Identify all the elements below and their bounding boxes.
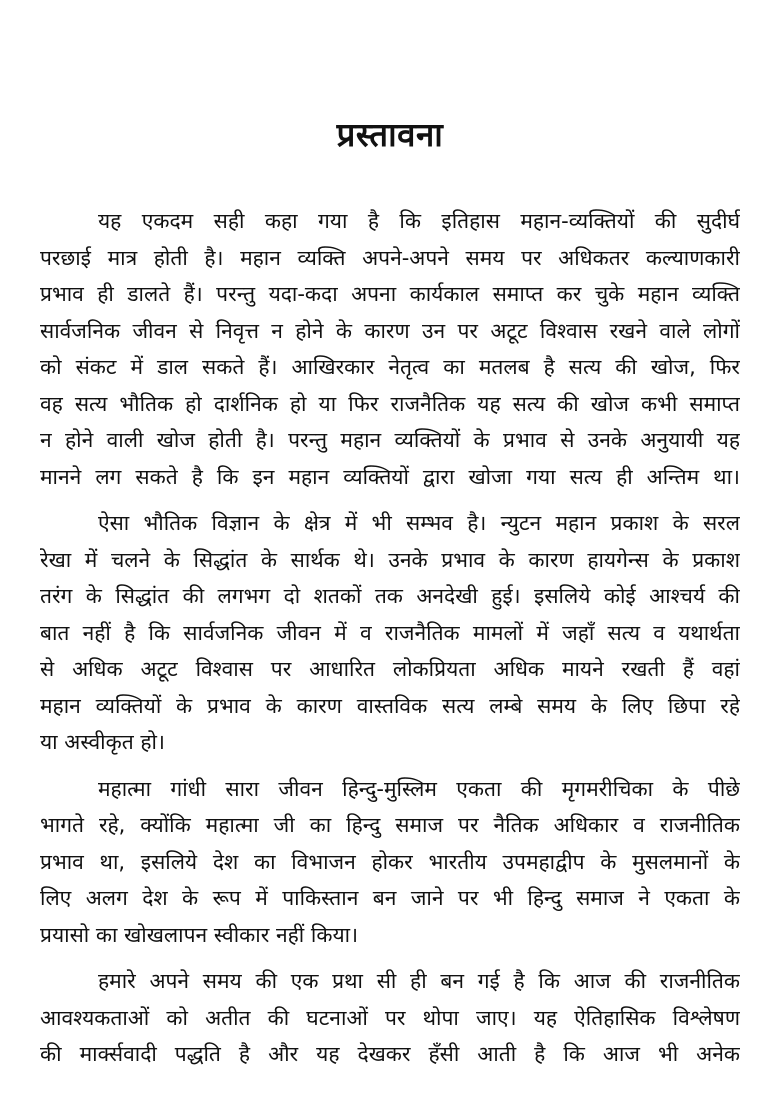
text-line: आवश्यकताओं को अतीत की घटनाओं पर थोपा जाए। यह ऐतिहासिक विश्लेषण [40, 1005, 740, 1030]
text-line: से अधिक अटूट विश्वास पर आधारित लोकप्रियता अधिक मायने रखती हैं वहां [40, 657, 740, 681]
body-text [40, 203, 740, 1073]
text-line: बात नहीं है कि सार्वजनिक जीवन में व राजनैतिक मामलों में जहाँ सत्य व यथार्थता [40, 620, 740, 645]
text-line: महान व्यक्तियों के प्रभाव के कारण वास्तविक सत्य लम्बे समय के लिए छिपा रहे [40, 693, 740, 718]
text-line: महात्मा गांधी सारा जीवन हिन्दु-मुस्लिम एकता की मृगमरीचिका के पीछे [98, 776, 740, 801]
text-line: यह एकदम सही कहा गया है कि इतिहास महान-व्यक्तियों की सुदीर्घ [98, 209, 740, 233]
text-line: प्रभाव ही डालते हैं। परन्तु यदा-कदा अपना कार्यकाल समाप्त कर चुके महान व्यक्ति [40, 282, 740, 306]
paragraph-gap [40, 495, 740, 505]
text-line: प्रभाव था, इसलिये देश का विभाजन होकर भारतीय उपमहाद्वीप के मुसलमानों के [40, 849, 740, 874]
text-line: हमारे अपने समय की एक प्रथा सी ही बन गई है कि आज की राजनीतिक [98, 969, 740, 993]
text-line: को संकट में डाल सकते हैं। आखिरकार नेतृत्व का मतलब है सत्य की खोज, फिर [40, 355, 740, 379]
text-line: ऐसा भौतिक विज्ञान के क्षेत्र में भी सम्भव है। न्युटन महान प्रकाश के सरल [98, 511, 740, 535]
text-line: वह सत्य भौतिक हो दार्शनिक हो या फिर राजनैतिक यह सत्य की खोज कभी समाप्त [40, 391, 740, 416]
paragraph-gap [40, 761, 740, 771]
text-line: तरंग के सिद्धांत की लगभग दो शतकों तक अनदेखी हुई। इसलिये कोई आश्चर्य की [40, 584, 740, 608]
paragraph-1 [40, 203, 740, 495]
paragraph-4 [40, 963, 740, 1073]
text-line: रेखा में चलने के सिद्धांत के सार्थक थे। उनके प्रभाव के कारण हायगेन्स के प्रकाश [40, 547, 740, 572]
page-title: प्रस्तावना [336, 115, 444, 154]
text-line: सार्वजनिक जीवन से निवृत्त न होने के कारण उन पर अटूट विश्वास रखने वाले लोगों [40, 318, 740, 343]
text-line: मानने लग सकते है कि इन महान व्यक्तियों द्वारा खोजा गया सत्य ही अन्तिम था। [40, 464, 740, 489]
text-line: लिए अलग देश के रूप में पाकिस्तान बन जाने पर भी हिन्दु समाज ने एकता के [40, 886, 740, 910]
text-line: प्रयासो का खोखलापन स्वीकार नहीं किया। [40, 922, 359, 947]
paragraph-gap [40, 953, 740, 963]
paragraph-2 [40, 505, 740, 761]
text-line: भागते रहे, क्योंकि महात्मा जी का हिन्दु समाज पर नैतिक अधिकार व राजनीतिक [40, 813, 740, 837]
text-line: न होने वाली खोज होती है। परन्तु महान व्यक्तियों के प्रभाव से उनके अनुयायी यह [40, 428, 740, 452]
text-line: की मार्क्सवादी पद्धति है और यह देखकर हँसी आती है कि आज भी अनेक [40, 1042, 740, 1066]
text-line: परछाई मात्र होती है। महान व्यक्ति अपने-अपने समय पर अधिकतर कल्याणकारी [40, 245, 740, 270]
text-line: या अस्वीकृत हो। [40, 730, 165, 754]
paragraph-3 [40, 771, 740, 954]
